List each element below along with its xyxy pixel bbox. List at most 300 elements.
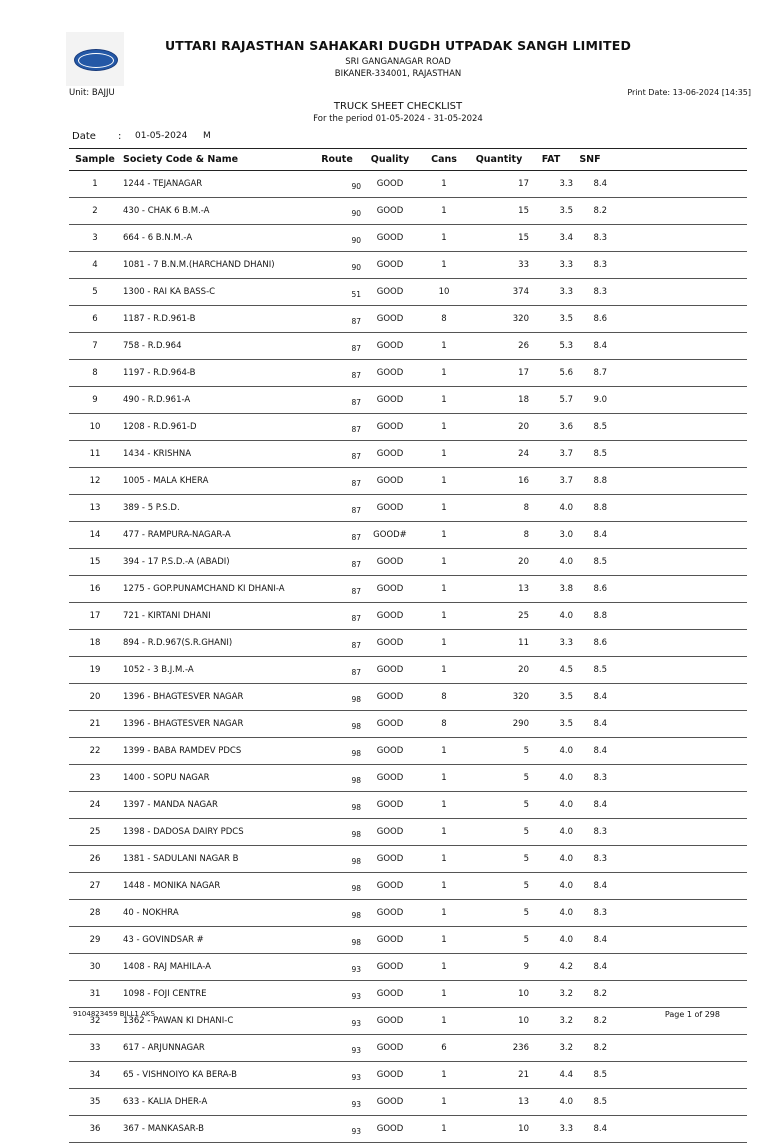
cell-society: 367 - MANKASAR-B [121, 1116, 313, 1143]
cell-fat: 4.0 [529, 873, 573, 900]
cell-spacer [607, 522, 747, 549]
cell-route: 93 [313, 1116, 361, 1143]
cell-fat: 4.2 [529, 954, 573, 981]
cell-fat: 3.5 [529, 711, 573, 738]
cell-cans: 1 [419, 225, 469, 252]
cell-fat: 3.3 [529, 252, 573, 279]
cell-quality: GOOD [361, 873, 419, 900]
cell-sample: 23 [69, 765, 121, 792]
cell-route: 87 [313, 468, 361, 495]
cell-quality: GOOD [361, 630, 419, 657]
cell-snf: 8.6 [573, 630, 607, 657]
cell-route: 98 [313, 792, 361, 819]
cell-quality: GOOD [361, 252, 419, 279]
footer-reference: 9104823459 BILL1 AKS [73, 1010, 155, 1018]
cell-society: 430 - CHAK 6 B.M.-A [121, 198, 313, 225]
cell-quality: GOOD [361, 360, 419, 387]
cell-sample: 6 [69, 306, 121, 333]
cell-quality: GOOD [361, 981, 419, 1008]
cell-society: 1400 - SOPU NAGAR [121, 765, 313, 792]
table-row [69, 1116, 747, 1143]
cell-route: 90 [313, 171, 361, 198]
cell-sample: 28 [69, 900, 121, 927]
cell-quantity: 10 [469, 1008, 529, 1035]
cell-sample: 25 [69, 819, 121, 846]
table-row [69, 981, 747, 1008]
cell-route: 98 [313, 900, 361, 927]
cell-fat: 3.7 [529, 468, 573, 495]
cell-snf: 8.6 [573, 306, 607, 333]
cell-cans: 1 [419, 252, 469, 279]
unit-label: Unit: BAJJU [69, 88, 115, 98]
cell-quantity: 5 [469, 900, 529, 927]
cell-fat: 4.0 [529, 765, 573, 792]
cell-cans: 1 [419, 873, 469, 900]
cell-cans: 1 [419, 468, 469, 495]
cell-snf: 8.5 [573, 549, 607, 576]
col-header-route: Route [313, 149, 361, 171]
cell-snf: 8.8 [573, 468, 607, 495]
cell-snf: 8.3 [573, 225, 607, 252]
cell-quality: GOOD [361, 468, 419, 495]
cell-quantity: 21 [469, 1062, 529, 1089]
cell-spacer [607, 1035, 747, 1062]
cell-quality: GOOD [361, 1116, 419, 1143]
cell-spacer [607, 333, 747, 360]
cell-sample: 12 [69, 468, 121, 495]
cell-route: 90 [313, 252, 361, 279]
cell-quantity: 10 [469, 1116, 529, 1143]
cell-spacer [607, 468, 747, 495]
cell-route: 93 [313, 981, 361, 1008]
cell-quantity: 8 [469, 495, 529, 522]
address-line-1: SRI GANGANAGAR ROAD [345, 57, 451, 67]
cell-sample: 26 [69, 846, 121, 873]
cell-fat: 3.7 [529, 441, 573, 468]
date-label: Date [72, 131, 96, 142]
cell-route: 98 [313, 711, 361, 738]
table-row [69, 711, 747, 738]
cell-cans: 8 [419, 306, 469, 333]
cell-spacer [607, 981, 747, 1008]
cell-route: 93 [313, 1089, 361, 1116]
table-row [69, 387, 747, 414]
cell-quantity: 5 [469, 738, 529, 765]
cell-fat: 4.0 [529, 549, 573, 576]
cell-sample: 29 [69, 927, 121, 954]
cell-quality: GOOD [361, 819, 419, 846]
col-header-society: Society Code & Name [121, 149, 313, 171]
cell-spacer [607, 576, 747, 603]
cell-snf: 8.4 [573, 738, 607, 765]
cell-quality: GOOD [361, 1008, 419, 1035]
cell-quality: GOOD [361, 414, 419, 441]
cell-quantity: 374 [469, 279, 529, 306]
cell-route: 87 [313, 360, 361, 387]
cell-quantity: 13 [469, 576, 529, 603]
cell-sample: 8 [69, 360, 121, 387]
cell-snf: 8.5 [573, 1089, 607, 1116]
cell-snf: 8.2 [573, 198, 607, 225]
table-header-row [69, 149, 747, 171]
cell-sample: 11 [69, 441, 121, 468]
cell-sample: 32 [69, 1008, 121, 1035]
table-row [69, 954, 747, 981]
cell-quality: GOOD [361, 792, 419, 819]
cell-cans: 1 [419, 333, 469, 360]
cell-cans: 1 [419, 198, 469, 225]
cell-quantity: 320 [469, 684, 529, 711]
cell-sample: 16 [69, 576, 121, 603]
cell-snf: 8.5 [573, 1062, 607, 1089]
cell-quantity: 10 [469, 981, 529, 1008]
cell-snf: 8.2 [573, 1008, 607, 1035]
table-row [69, 468, 747, 495]
cell-spacer [607, 657, 747, 684]
cell-snf: 8.3 [573, 252, 607, 279]
cell-quality: GOOD [361, 171, 419, 198]
table-row [69, 252, 747, 279]
cell-quantity: 320 [469, 306, 529, 333]
cell-snf: 8.4 [573, 927, 607, 954]
table-row [69, 198, 747, 225]
cell-society: 1434 - KRISHNA [121, 441, 313, 468]
cell-fat: 3.3 [529, 630, 573, 657]
cell-sample: 21 [69, 711, 121, 738]
date-colon: : [118, 131, 122, 142]
cell-quality: GOOD [361, 954, 419, 981]
table-row [69, 792, 747, 819]
cell-sample: 33 [69, 1035, 121, 1062]
cell-route: 87 [313, 387, 361, 414]
cell-route: 51 [313, 279, 361, 306]
date-value: 01-05-2024 [135, 131, 188, 141]
cell-route: 87 [313, 333, 361, 360]
cell-spacer [607, 927, 747, 954]
cell-cans: 1 [419, 549, 469, 576]
cell-society: 633 - KALIA DHER-A [121, 1089, 313, 1116]
cell-quantity: 5 [469, 846, 529, 873]
table-body [69, 171, 747, 1143]
cell-fat: 4.4 [529, 1062, 573, 1089]
cell-society: 1187 - R.D.961-B [121, 306, 313, 333]
cell-route: 90 [313, 198, 361, 225]
cell-quantity: 5 [469, 927, 529, 954]
cell-society: 490 - R.D.961-A [121, 387, 313, 414]
cell-sample: 15 [69, 549, 121, 576]
cell-spacer [607, 441, 747, 468]
cell-cans: 1 [419, 846, 469, 873]
organization-name: UTTARI RAJASTHAN SAHAKARI DUGDH UTPADAK SANGH LIMITED [164, 38, 632, 53]
cell-society: 1396 - BHAGTESVER NAGAR [121, 684, 313, 711]
cell-quality: GOOD [361, 225, 419, 252]
cell-quality: GOOD [361, 1062, 419, 1089]
cell-society: 394 - 17 P.S.D.-A (ABADI) [121, 549, 313, 576]
table-row [69, 927, 747, 954]
cell-cans: 1 [419, 819, 469, 846]
cell-society: 43 - GOVINDSAR # [121, 927, 313, 954]
table-row [69, 414, 747, 441]
cell-sample: 20 [69, 684, 121, 711]
cell-spacer [607, 873, 747, 900]
cell-cans: 1 [419, 900, 469, 927]
cell-route: 87 [313, 495, 361, 522]
cell-quality: GOOD [361, 927, 419, 954]
table-row [69, 441, 747, 468]
cell-sample: 30 [69, 954, 121, 981]
cell-route: 93 [313, 1008, 361, 1035]
table-row [69, 846, 747, 873]
cell-sample: 24 [69, 792, 121, 819]
cell-cans: 1 [419, 414, 469, 441]
cell-fat: 4.0 [529, 603, 573, 630]
cell-society: 1398 - DADOSA DAIRY PDCS [121, 819, 313, 846]
cell-society: 1396 - BHAGTESVER NAGAR [121, 711, 313, 738]
cell-route: 87 [313, 576, 361, 603]
cell-route: 98 [313, 738, 361, 765]
cell-quantity: 18 [469, 387, 529, 414]
cell-society: 1081 - 7 B.N.M.(HARCHAND DHANI) [121, 252, 313, 279]
cell-fat: 5.7 [529, 387, 573, 414]
cell-route: 87 [313, 549, 361, 576]
cell-society: 664 - 6 B.N.M.-A [121, 225, 313, 252]
cell-society: 1362 - PAWAN KI DHANI-C [121, 1008, 313, 1035]
table-row [69, 819, 747, 846]
cell-sample: 3 [69, 225, 121, 252]
cell-society: 721 - KIRTANI DHANI [121, 603, 313, 630]
cell-society: 1408 - RAJ MAHILA-A [121, 954, 313, 981]
cell-snf: 8.4 [573, 873, 607, 900]
cell-cans: 1 [419, 738, 469, 765]
cell-quantity: 17 [469, 171, 529, 198]
cell-quality: GOOD [361, 576, 419, 603]
cell-cans: 1 [419, 360, 469, 387]
print-date: Print Date: 13-06-2024 [14:35] [627, 88, 751, 97]
cell-quality: GOOD [361, 603, 419, 630]
cell-quantity: 26 [469, 333, 529, 360]
table-row [69, 1008, 747, 1035]
cell-route: 98 [313, 684, 361, 711]
cell-sample: 18 [69, 630, 121, 657]
cell-fat: 4.0 [529, 1089, 573, 1116]
cell-route: 98 [313, 819, 361, 846]
cell-quality: GOOD [361, 549, 419, 576]
cell-cans: 1 [419, 981, 469, 1008]
table-row [69, 360, 747, 387]
cell-route: 87 [313, 603, 361, 630]
cell-snf: 8.4 [573, 333, 607, 360]
cell-quantity: 24 [469, 441, 529, 468]
cell-cans: 8 [419, 684, 469, 711]
cell-quantity: 33 [469, 252, 529, 279]
cell-snf: 8.3 [573, 846, 607, 873]
cell-snf: 8.3 [573, 765, 607, 792]
col-header-spacer [607, 149, 747, 171]
cell-quantity: 20 [469, 549, 529, 576]
table-row [69, 765, 747, 792]
table-row [69, 1062, 747, 1089]
cell-sample: 7 [69, 333, 121, 360]
cell-snf: 8.7 [573, 360, 607, 387]
table-row [69, 279, 747, 306]
table-row [69, 495, 747, 522]
cell-fat: 3.5 [529, 684, 573, 711]
cell-snf: 8.4 [573, 522, 607, 549]
cell-fat: 4.0 [529, 738, 573, 765]
cell-route: 98 [313, 846, 361, 873]
cell-sample: 14 [69, 522, 121, 549]
cell-cans: 1 [419, 171, 469, 198]
cell-sample: 13 [69, 495, 121, 522]
cell-society: 477 - RAMPURA-NAGAR-A [121, 522, 313, 549]
cell-spacer [607, 738, 747, 765]
cell-snf: 8.8 [573, 603, 607, 630]
cell-cans: 1 [419, 387, 469, 414]
cell-quantity: 13 [469, 1089, 529, 1116]
cell-society: 1381 - SADULANI NAGAR B [121, 846, 313, 873]
cell-spacer [607, 792, 747, 819]
cell-quantity: 25 [469, 603, 529, 630]
cell-spacer [607, 1089, 747, 1116]
cell-cans: 1 [419, 954, 469, 981]
table-row [69, 684, 747, 711]
cell-quality: GOOD [361, 711, 419, 738]
cell-spacer [607, 171, 747, 198]
cell-sample: 27 [69, 873, 121, 900]
cell-fat: 3.2 [529, 1008, 573, 1035]
cell-fat: 4.0 [529, 819, 573, 846]
cell-fat: 3.5 [529, 198, 573, 225]
cell-fat: 4.5 [529, 657, 573, 684]
shift-indicator: M [203, 131, 211, 141]
cell-cans: 8 [419, 711, 469, 738]
cell-sample: 19 [69, 657, 121, 684]
cell-cans: 1 [419, 1116, 469, 1143]
cell-quality: GOOD [361, 900, 419, 927]
cell-spacer [607, 846, 747, 873]
table-row [69, 603, 747, 630]
cell-route: 93 [313, 1035, 361, 1062]
cell-fat: 3.2 [529, 1035, 573, 1062]
cell-spacer [607, 1116, 747, 1143]
cell-fat: 4.0 [529, 495, 573, 522]
cell-quality: GOOD [361, 333, 419, 360]
cell-fat: 4.0 [529, 900, 573, 927]
cell-quantity: 11 [469, 630, 529, 657]
cell-sample: 22 [69, 738, 121, 765]
cell-snf: 8.3 [573, 279, 607, 306]
col-header-quantity: Quantity [469, 149, 529, 171]
table-row [69, 738, 747, 765]
cell-route: 87 [313, 630, 361, 657]
cell-sample: 4 [69, 252, 121, 279]
cell-cans: 6 [419, 1035, 469, 1062]
cell-sample: 35 [69, 1089, 121, 1116]
cell-quality: GOOD [361, 387, 419, 414]
cell-fat: 4.0 [529, 792, 573, 819]
cell-quality: GOOD [361, 846, 419, 873]
cell-quality: GOOD [361, 279, 419, 306]
cell-quantity: 15 [469, 225, 529, 252]
cell-quality: GOOD [361, 1035, 419, 1062]
cell-society: 617 - ARJUNNAGAR [121, 1035, 313, 1062]
cell-snf: 8.6 [573, 576, 607, 603]
cell-cans: 1 [419, 441, 469, 468]
cell-society: 1052 - 3 B.J.M.-A [121, 657, 313, 684]
cell-spacer [607, 711, 747, 738]
cell-route: 93 [313, 954, 361, 981]
cell-snf: 8.3 [573, 819, 607, 846]
col-header-cans: Cans [419, 149, 469, 171]
cell-snf: 8.5 [573, 414, 607, 441]
cell-route: 87 [313, 657, 361, 684]
cell-quantity: 5 [469, 792, 529, 819]
cell-society: 40 - NOKHRA [121, 900, 313, 927]
cell-cans: 1 [419, 495, 469, 522]
cell-society: 1448 - MONIKA NAGAR [121, 873, 313, 900]
cell-quantity: 5 [469, 765, 529, 792]
cell-quantity: 20 [469, 657, 529, 684]
table-row [69, 630, 747, 657]
cell-cans: 1 [419, 1062, 469, 1089]
cell-spacer [607, 900, 747, 927]
cell-sample: 10 [69, 414, 121, 441]
cell-quantity: 17 [469, 360, 529, 387]
cell-fat: 3.3 [529, 279, 573, 306]
cell-quantity: 5 [469, 819, 529, 846]
cell-cans: 1 [419, 630, 469, 657]
cell-snf: 8.4 [573, 1116, 607, 1143]
cell-society: 894 - R.D.967(S.R.GHANI) [121, 630, 313, 657]
cell-quality: GOOD [361, 495, 419, 522]
col-header-snf: SNF [573, 149, 607, 171]
cell-sample: 36 [69, 1116, 121, 1143]
cell-sample: 5 [69, 279, 121, 306]
cell-society: 1399 - BABA RAMDEV PDCS [121, 738, 313, 765]
cell-snf: 8.5 [573, 657, 607, 684]
table-row [69, 522, 747, 549]
cell-route: 98 [313, 765, 361, 792]
cell-sample: 17 [69, 603, 121, 630]
cell-cans: 1 [419, 657, 469, 684]
cell-route: 87 [313, 522, 361, 549]
cell-society: 1397 - MANDA NAGAR [121, 792, 313, 819]
cell-quality: GOOD# [361, 522, 419, 549]
truck-sheet-table [69, 148, 747, 1143]
cell-sample: 1 [69, 171, 121, 198]
cell-sample: 9 [69, 387, 121, 414]
sheet-title: TRUCK SHEET CHECKLIST [333, 101, 463, 112]
col-header-quality: Quality [361, 149, 419, 171]
cell-society: 1197 - R.D.964-B [121, 360, 313, 387]
cell-society: 758 - R.D.964 [121, 333, 313, 360]
table-row [69, 306, 747, 333]
cell-fat: 3.4 [529, 225, 573, 252]
cell-fat: 3.2 [529, 981, 573, 1008]
cell-snf: 8.4 [573, 171, 607, 198]
cell-fat: 3.0 [529, 522, 573, 549]
cell-spacer [607, 252, 747, 279]
cell-society: 65 - VISHNOIYO KA BERA-B [121, 1062, 313, 1089]
cell-snf: 8.5 [573, 441, 607, 468]
cell-fat: 3.3 [529, 171, 573, 198]
cell-quality: GOOD [361, 765, 419, 792]
cell-spacer [607, 414, 747, 441]
col-header-fat: FAT [529, 149, 573, 171]
table-row [69, 1089, 747, 1116]
cell-spacer [607, 1062, 747, 1089]
cell-sample: 31 [69, 981, 121, 1008]
